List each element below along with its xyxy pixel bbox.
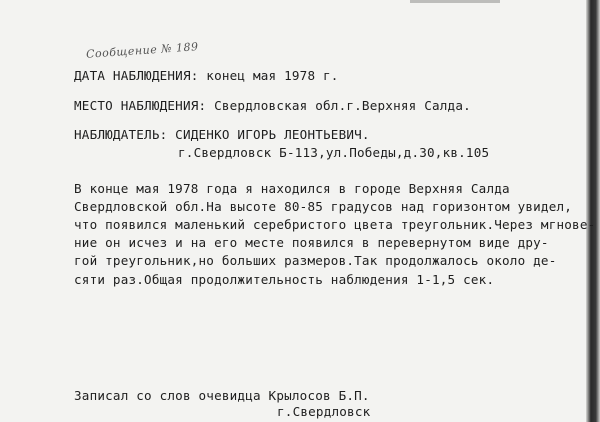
scan-edge-strip <box>586 0 600 422</box>
scan-artifact-top <box>410 0 500 3</box>
observer-address-line: г.Свердловск Б-113,ул.Победы,д.30,кв.105 <box>178 145 490 160</box>
body-text-line: В конце мая 1978 года я находился в городе Верхняя Салда <box>74 181 510 196</box>
body-text-line: ние он исчез и на его месте появился в перевернутом виде дру- <box>74 235 549 250</box>
body-text-line: что появился маленький серебристого цвета треугольник.Через мгнове- <box>74 217 596 232</box>
body-text-line: сяти раз.Общая продолжительность наблюдения 1-1,5 сек. <box>74 272 495 287</box>
handwritten-report-number: Сообщение № 189 <box>85 40 199 61</box>
body-text-line: гой треугольник,но больших размеров.Так продолжалось около де- <box>74 253 557 268</box>
observer-name-line: НАБЛЮДАТЕЛЬ: СИДЕНКО ИГОРЬ ЛЕОНТЬЕВИЧ. <box>74 127 370 142</box>
recorded-by-line: Записал со слов очевидца Крылосов Б.П. <box>74 388 370 403</box>
observation-date-line: ДАТА НАБЛЮДЕНИЯ: конец мая 1978 г. <box>74 68 339 83</box>
observation-place-line: МЕСТО НАБЛЮДЕНИЯ: Свердловская обл.г.Верхняя Салда. <box>74 98 471 113</box>
recorded-city-line: г.Свердловск <box>277 404 371 419</box>
body-text-line: Свердловской обл.На высоте 80-85 градусов над горизонтом увидел, <box>74 199 573 214</box>
